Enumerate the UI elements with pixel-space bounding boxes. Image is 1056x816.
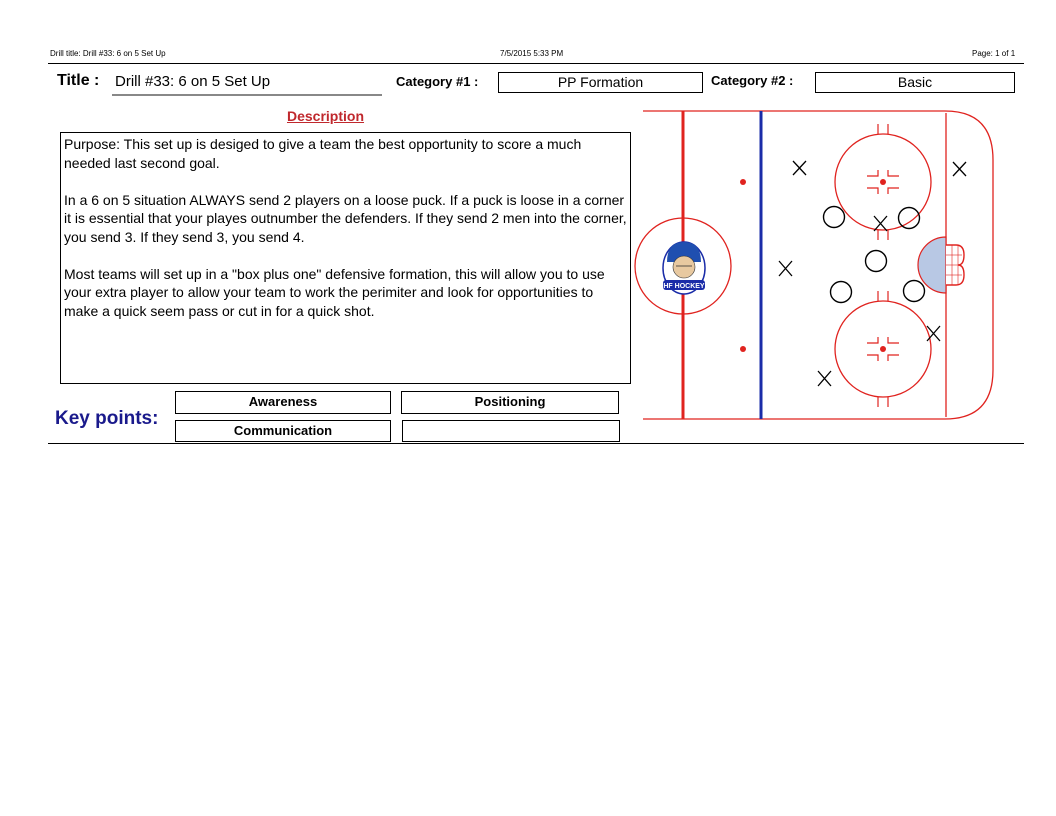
key-point-positioning: Positioning	[401, 391, 619, 414]
title-value: Drill #33: 6 on 5 Set Up	[115, 73, 271, 90]
hockey-logo	[663, 242, 705, 294]
timestamp: 7/5/2015 5:33 PM	[500, 49, 564, 58]
neutral-zone-dot	[740, 346, 746, 352]
faceoff-circle-top	[835, 124, 931, 240]
category1-value: PP Formation	[498, 72, 703, 93]
faceoff-circle-bottom	[835, 291, 931, 407]
player-circle	[831, 282, 852, 303]
description-heading: Description	[287, 108, 365, 124]
page-number: Page: 1 of 1	[972, 49, 1016, 58]
description-paragraph-1: Purpose: This set up is desiged to give a team the best opportunity to score a much needed last second goal.	[64, 136, 582, 171]
player-circle	[866, 251, 887, 272]
description-paragraph-3: Most teams will set up in a "box plus one" defensive formation, this will allow you to use your extra player to allow your team to work the perimiter and look for opportunities to make a quick seem pass or cut in for a quick shot.	[64, 265, 605, 319]
category2-value: Basic	[815, 72, 1015, 93]
key-point-communication: Communication	[175, 420, 391, 442]
description-paragraph-2: In a 6 on 5 situation ALWAYS send 2 players on a loose puck. If a puck is loose in a corner it is essential that your playes outnumber the defenders. If they send 2 men into the corner, you send 3. If they send 3, you send 4.	[64, 191, 627, 245]
key-point-awareness: Awareness	[175, 391, 391, 414]
logo-text: HF HOCKEY	[663, 283, 705, 290]
title-label: Title :	[57, 72, 100, 89]
player-circle	[824, 207, 845, 228]
player-circle	[899, 208, 920, 229]
drill-title-header: Drill title: Drill #33: 6 on 5 Set Up	[50, 49, 166, 58]
player-circle	[904, 281, 925, 302]
goal-net	[946, 245, 964, 285]
key-points-label: Key points:	[55, 408, 159, 429]
category2-label: Category #2 :	[711, 73, 794, 88]
category1-label: Category #1 :	[396, 74, 479, 89]
neutral-zone-dot	[740, 179, 746, 185]
